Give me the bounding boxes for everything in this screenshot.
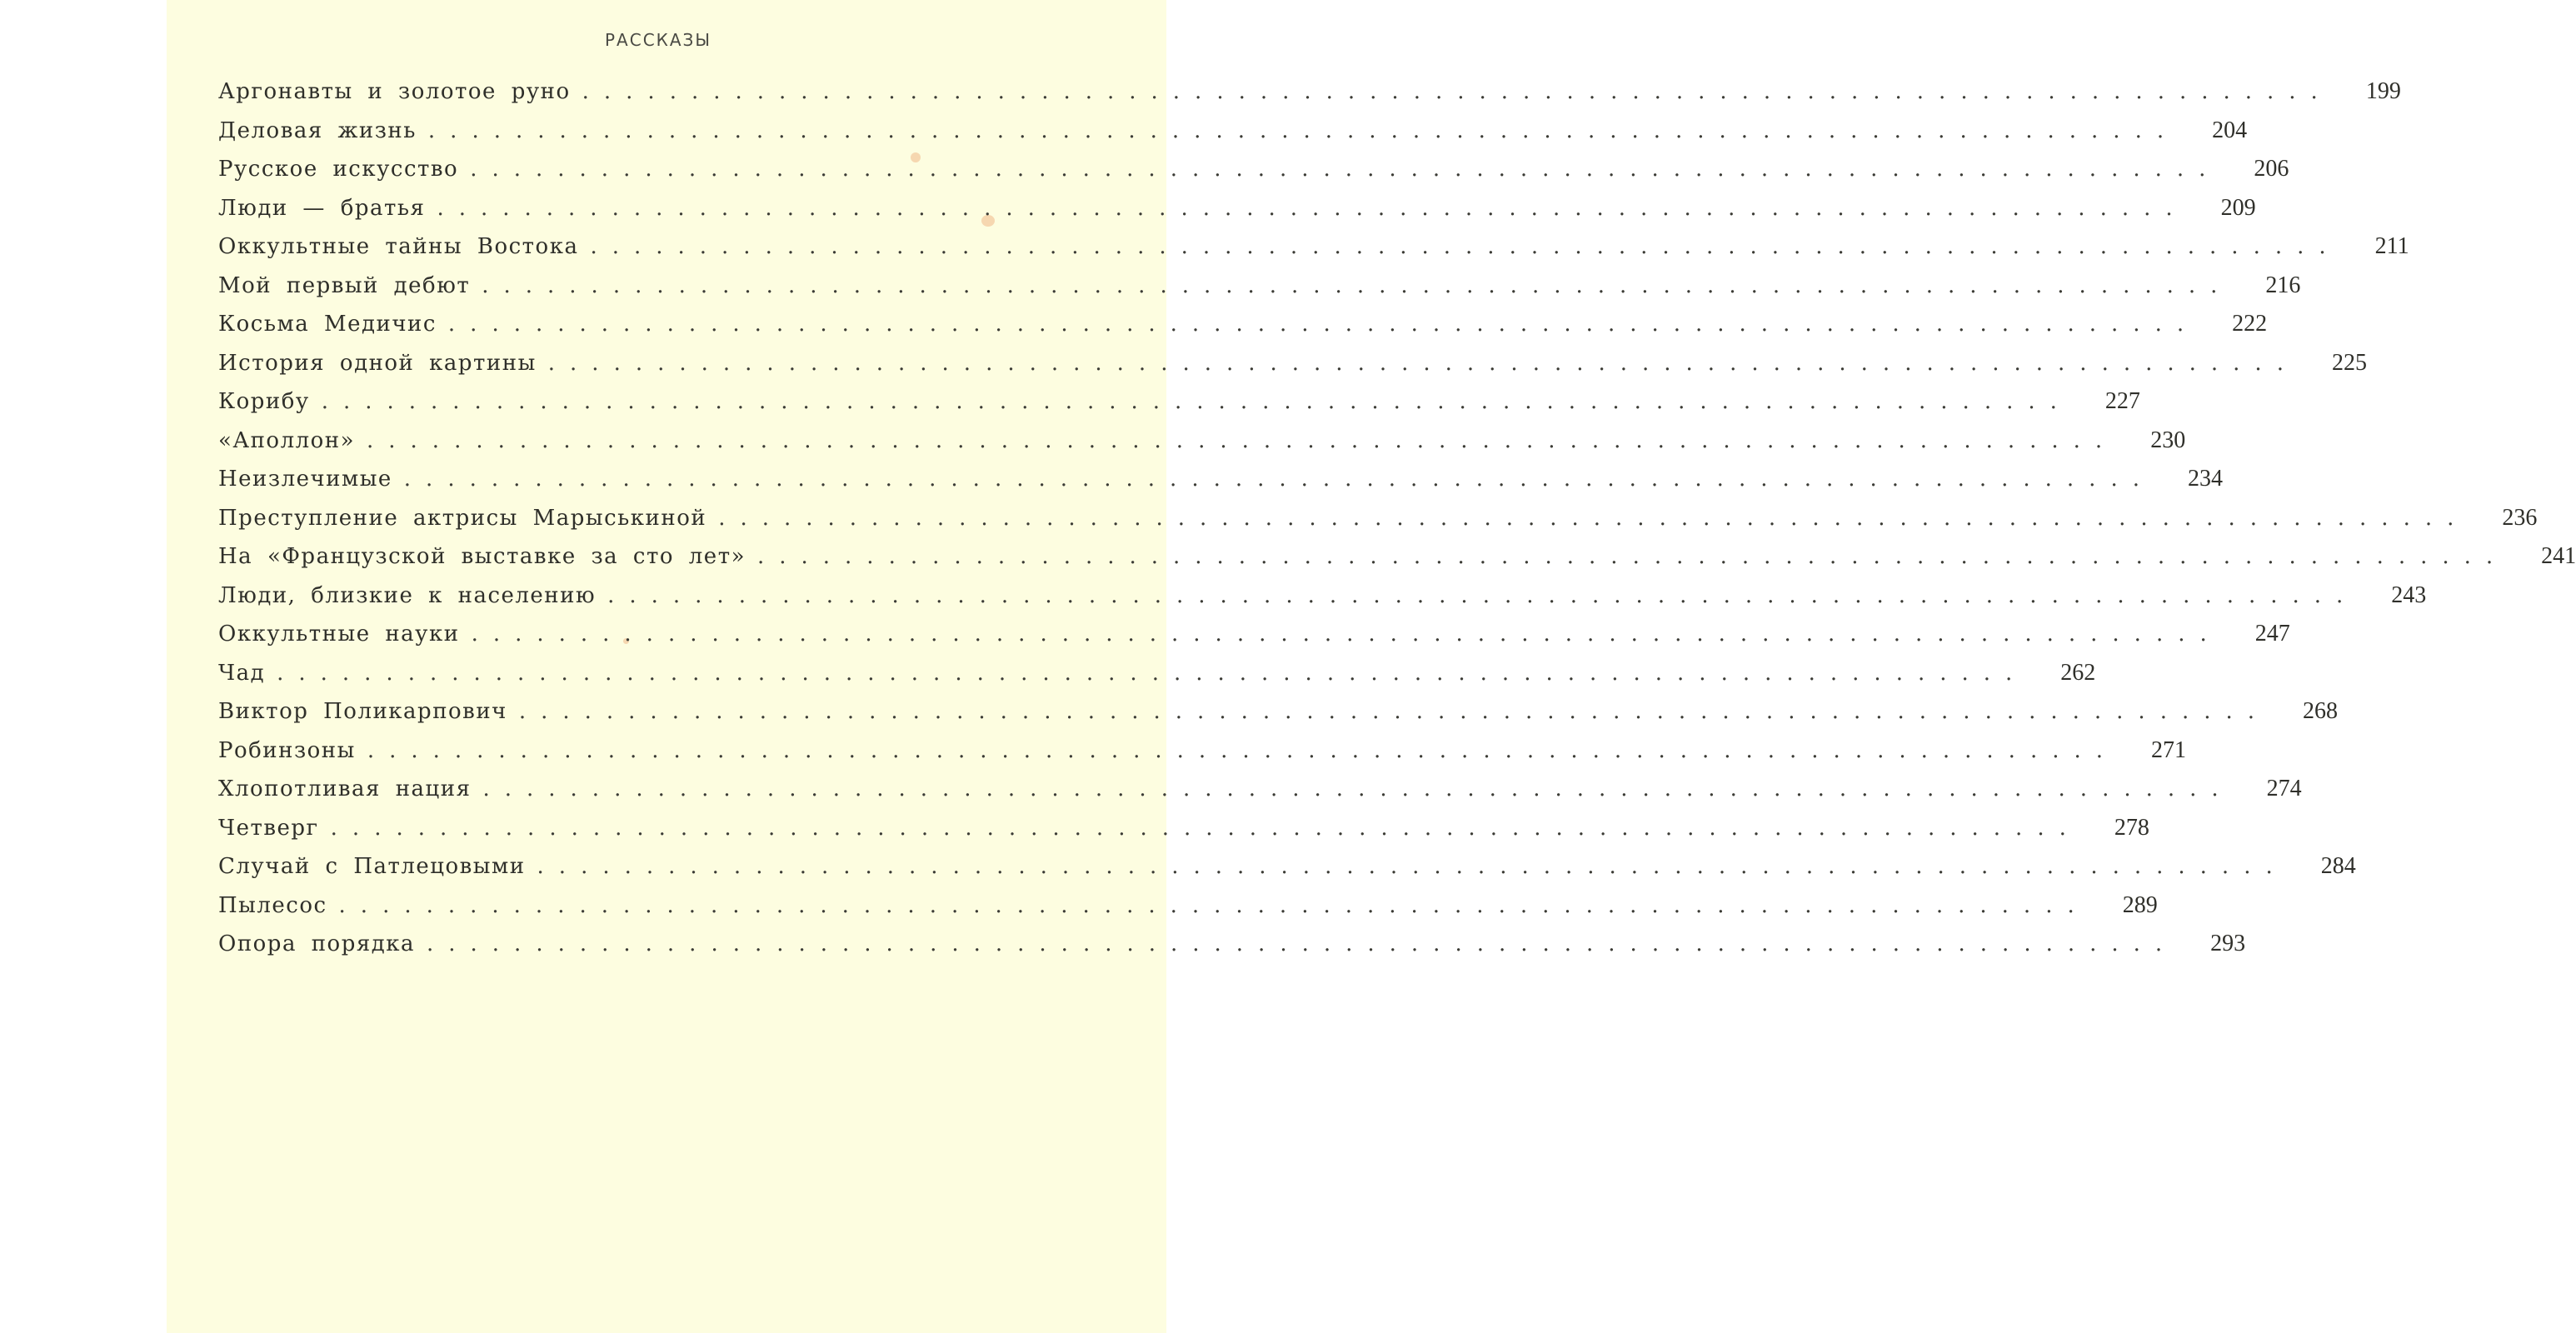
toc-entry [218, 117, 2248, 157]
toc-entry [218, 814, 2149, 854]
toc-entry [218, 156, 2289, 195]
toc-entry-title: Русское искусство [218, 157, 459, 182]
toc-entry-page-number: 204 [2212, 117, 2248, 143]
toc-entry [218, 311, 2268, 350]
dot-leader: ................................................................................ [367, 427, 2118, 453]
toc-entry-page-number: 271 [2151, 736, 2186, 763]
toc-entry-page-number: 241 [2541, 543, 2576, 569]
toc-entry-page-number: 247 [2254, 621, 2290, 647]
book-page [167, 0, 2576, 1333]
dot-leader: ................................................................................ [607, 582, 2359, 608]
toc-entry-title: Хлопотливая нация [218, 776, 472, 801]
dot-leader: ................................................................................ [482, 272, 2233, 298]
toc-entry-title: Опора порядка [218, 931, 415, 956]
dot-leader: ................................................................................ [518, 699, 2270, 724]
dot-leader: ................................................................................ [590, 234, 2341, 259]
toc-entry [218, 233, 2409, 272]
toc-entry-page-number: 216 [2265, 272, 2301, 298]
toc-entry-page-number: 222 [2232, 311, 2268, 337]
toc-entry-title: Преступление актрисы Марыськиной [218, 505, 707, 531]
toc-entry-title: Корибу [218, 389, 310, 414]
toc-entry [218, 194, 2256, 234]
toc-entry-page-number: 284 [2320, 853, 2356, 879]
dot-leader: ................................................................................ [403, 467, 2154, 492]
dot-leader: ................................................................................ [427, 931, 2178, 956]
dot-leader: ................................................................................ [471, 622, 2222, 647]
toc-entry-title: Случай с Патлецовыми [218, 854, 526, 879]
dot-leader: ................................................................................ [537, 854, 2288, 879]
toc-entry [218, 776, 2302, 815]
dot-leader: ................................................................................ [482, 776, 2234, 801]
toc-entry-page-number: 199 [2365, 78, 2401, 104]
toc-entry-page-number: 211 [2374, 233, 2409, 259]
toc-entry [218, 466, 2223, 505]
toc-entry-title: Чад [218, 660, 266, 686]
toc-entry-page-number: 289 [2122, 891, 2158, 918]
dot-leader: ................................................................................ [547, 350, 2299, 376]
section-title: РАССКАЗЫ [604, 30, 712, 50]
dot-leader: ................................................................................ [321, 389, 2072, 414]
toc-entry-title: Аргонавты и золотое руно [218, 79, 571, 104]
toc-entry-title: На «Французской выставке за сто лет» [218, 544, 746, 569]
toc-entry [218, 698, 2339, 737]
toc-entry-title: Деловая жизнь [218, 117, 417, 143]
dot-leader: ................................................................................ [718, 505, 2469, 531]
toc-entry [218, 504, 2538, 544]
toc-entry-title: Люди, близкие к населению [218, 582, 597, 608]
toc-entry-title: Неизлечимые [218, 467, 392, 492]
dot-leader: ................................................................................ [338, 892, 2089, 918]
toc-entry-title: Виктор Поликарпович [218, 699, 507, 724]
dot-leader: ................................................................................ [582, 79, 2333, 104]
toc-entry [218, 543, 2576, 582]
toc-entry-page-number: 225 [2331, 349, 2367, 376]
toc-entry-page-number: 206 [2254, 156, 2289, 182]
toc-entry [218, 272, 2301, 312]
dot-leader: ................................................................................ [367, 737, 2118, 763]
toc-entry-page-number: 268 [2303, 698, 2339, 724]
toc-entry [218, 853, 2356, 892]
toc-entry-page-number: 227 [2104, 388, 2140, 414]
toc-entry-title: Робинзоны [218, 737, 356, 763]
toc-entry [218, 427, 2186, 467]
dot-leader: ................................................................................ [756, 544, 2509, 569]
toc-entry [218, 659, 2096, 699]
toc-entry-title: Оккультные тайны Востока [218, 234, 579, 259]
dot-leader: ................................................................................ [437, 195, 2188, 221]
toc-entry-page-number: 243 [2391, 582, 2427, 608]
toc-entry-page-number: 230 [2150, 427, 2186, 453]
toc-entry-title: Пылесос [218, 892, 327, 918]
toc-entry-page-number: 293 [2210, 931, 2246, 956]
toc-entry-page-number: 278 [2114, 814, 2149, 841]
toc-entry [218, 349, 2367, 389]
toc-entry-title: Косьма Медичис [218, 312, 437, 337]
table-of-contents [218, 78, 2576, 970]
toc-entry-page-number: 236 [2502, 504, 2538, 531]
toc-entry-title: Мой первый дебют [218, 272, 471, 298]
dot-leader: ................................................................................ [470, 157, 2221, 182]
toc-entry-title: Четверг [218, 815, 319, 841]
toc-entry [218, 582, 2427, 622]
toc-entry-page-number: 209 [2220, 194, 2256, 221]
toc-entry-title: Оккультные науки [218, 622, 460, 647]
toc-entry-page-number: 262 [2060, 659, 2096, 686]
toc-entry-title: «Аполлон» [218, 427, 356, 453]
dot-leader: ................................................................................ [447, 312, 2199, 337]
dot-leader: ................................................................................ [330, 815, 2081, 841]
dot-leader: ................................................................................ [427, 117, 2179, 143]
toc-entry [218, 931, 2246, 970]
dot-leader: ................................................................................ [277, 660, 2028, 686]
toc-entry [218, 78, 2401, 117]
toc-entry-title: История одной картины [218, 350, 537, 376]
toc-entry-title: Люди — братья [218, 195, 426, 221]
toc-entry [218, 891, 2158, 931]
toc-entry [218, 736, 2186, 776]
toc-entry-page-number: 234 [2187, 466, 2223, 492]
toc-entry [218, 388, 2140, 427]
toc-entry [218, 621, 2290, 660]
toc-entry-page-number: 274 [2266, 776, 2302, 801]
